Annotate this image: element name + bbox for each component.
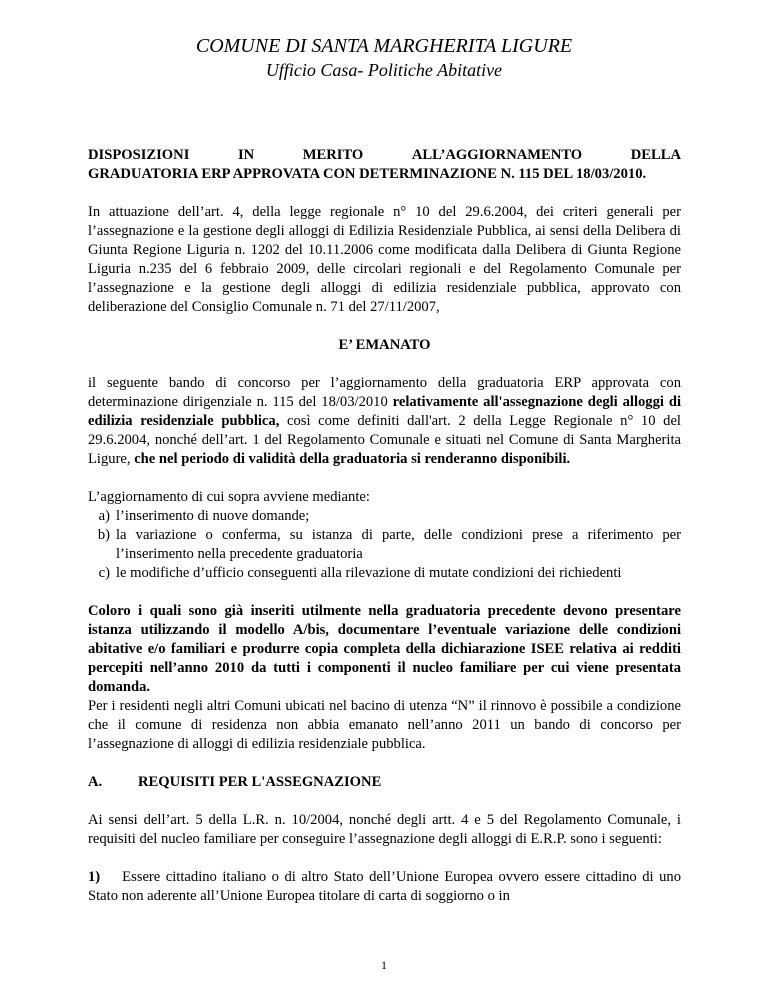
document-body [88, 146, 681, 906]
doc-title-word: MERITO [302, 147, 364, 163]
list-item-label: a) [98, 508, 110, 524]
list-item-text: la variazione o conferma, su istanza di parte, delle condizioni prese a riferimento per l’inserimento nella precedente graduatoria [116, 527, 681, 562]
requirement-text: Essere cittadino italiano o di altro Stato dell’Unione Europea ovvero essere cittadino di uno Stato non aderente all’Unione Europea titolare di carta di soggiorno o in [88, 869, 681, 904]
coloro-paragraph: Coloro i quali sono già inseriti utilmente nella graduatoria precedente devono presentare istanza utilizzando il modello A/bis, documentare l’eventuale variazione delle condizioni abitative e/o familiari e produrre copia completa della dichiarazione ISEE relativa ai redditi percepiti nell’anno 2010 da tutti i componenti il nucleo familiare per cui viene presentata domanda. [88, 603, 681, 695]
office-subtitle: Ufficio Casa- Politiche Abitative [265, 60, 503, 80]
municipality-title: COMUNE DI SANTA MARGHERITA LIGURE [195, 35, 573, 57]
section-a-heading [88, 773, 681, 792]
section-title: REQUISITI PER L'ASSEGNAZIONE [138, 774, 382, 790]
residenti-paragraph: Per i residenti negli altri Comuni ubicati nel bacino di utenza “N” il rinnovo è possibile a condizione che il comune di residenza non abbia emanato nell’anno 2011 un bando di concorso per l’assegnazione di alloggi di edilizia residenziale pubblica. [88, 698, 681, 752]
list-item [88, 564, 681, 583]
doc-title-word: ALL’AGGIORNAMENTO [411, 147, 583, 163]
section-code: A. [88, 774, 103, 790]
list-item-text: l’inserimento di nuove domande; [116, 508, 310, 524]
doc-title-rest: GRADUATORIA ERP APPROVATA CON DETERMINAZIONE N. 115 DEL 18/03/2010. [88, 166, 647, 182]
doc-title-word: DELLA [630, 147, 681, 163]
bando-bold-text: che nel periodo di validità della graduatoria si renderanno disponibili. [134, 451, 571, 467]
list-item [88, 507, 681, 526]
aggiornamento-list [88, 507, 681, 583]
bando-bold-text: relativamente all'assegnazione degli alloggi di edilizia residenziale pubblica, [88, 394, 681, 429]
list-item [88, 526, 681, 564]
bando-paragraph [88, 374, 681, 469]
bando-text: il seguente bando di concorso per l’aggiornamento della graduatoria ERP approvata con determinazione dirigenziale n. 115 del 18/03/2010 [88, 375, 681, 410]
list-item-label: b) [97, 527, 110, 543]
requirement-1 [88, 868, 681, 906]
doc-title-word: IN [237, 147, 255, 163]
list-item-label: c) [98, 565, 110, 581]
page-number: 1 [381, 958, 387, 972]
bando-text: così come definiti dall'art. 2 della Legge Regionale n° 10 del 29.6.2004, nonché dell’art. 1 del Regolamento Comunale e situati nel Comune di Santa Margherita Ligure, [88, 413, 681, 467]
requisiti-intro: Ai sensi dell’art. 5 della L.R. n. 10/2004, nonché degli artt. 4 e 5 del Regolamento Comunale, i requisiti del nucleo familiare per conseguire l’assegnazione degli alloggi di E.R.P. sono i seguenti: [88, 812, 681, 847]
doc-title-word: DISPOSIZIONI [88, 147, 190, 163]
list-item-text: le modifiche d’ufficio conseguenti alla rilevazione di mutate condizioni dei richiedenti [116, 565, 622, 581]
intro-paragraph: In attuazione dell’art. 4, della legge regionale n° 10 del 29.6.2004, dei criteri generali per l’assegnazione e la gestione degli alloggi di Edilizia Residenziale Pubblica, ai sensi della Delibera di Giunta Regione Liguria n. 1202 del 10.11.2006 come modificata dalla Delibera di Giunta Regione Liguria n.235 del 6 febbraio 2009, delle circolari regionali e del Regolamento Comunale per l’assegnazione e la gestione degli alloggi di edilizia residenziale pubblica, approvato con deliberazione del Consiglio Comunale n. 71 del 27/11/2007, [88, 204, 681, 315]
requirement-number: 1) [88, 869, 101, 885]
emanato-heading: E’ EMANATO [338, 337, 431, 353]
doc-title-line-1 [88, 146, 681, 165]
aggiornamento-lead: L’aggiornamento di cui sopra avviene mediante: [88, 489, 370, 505]
